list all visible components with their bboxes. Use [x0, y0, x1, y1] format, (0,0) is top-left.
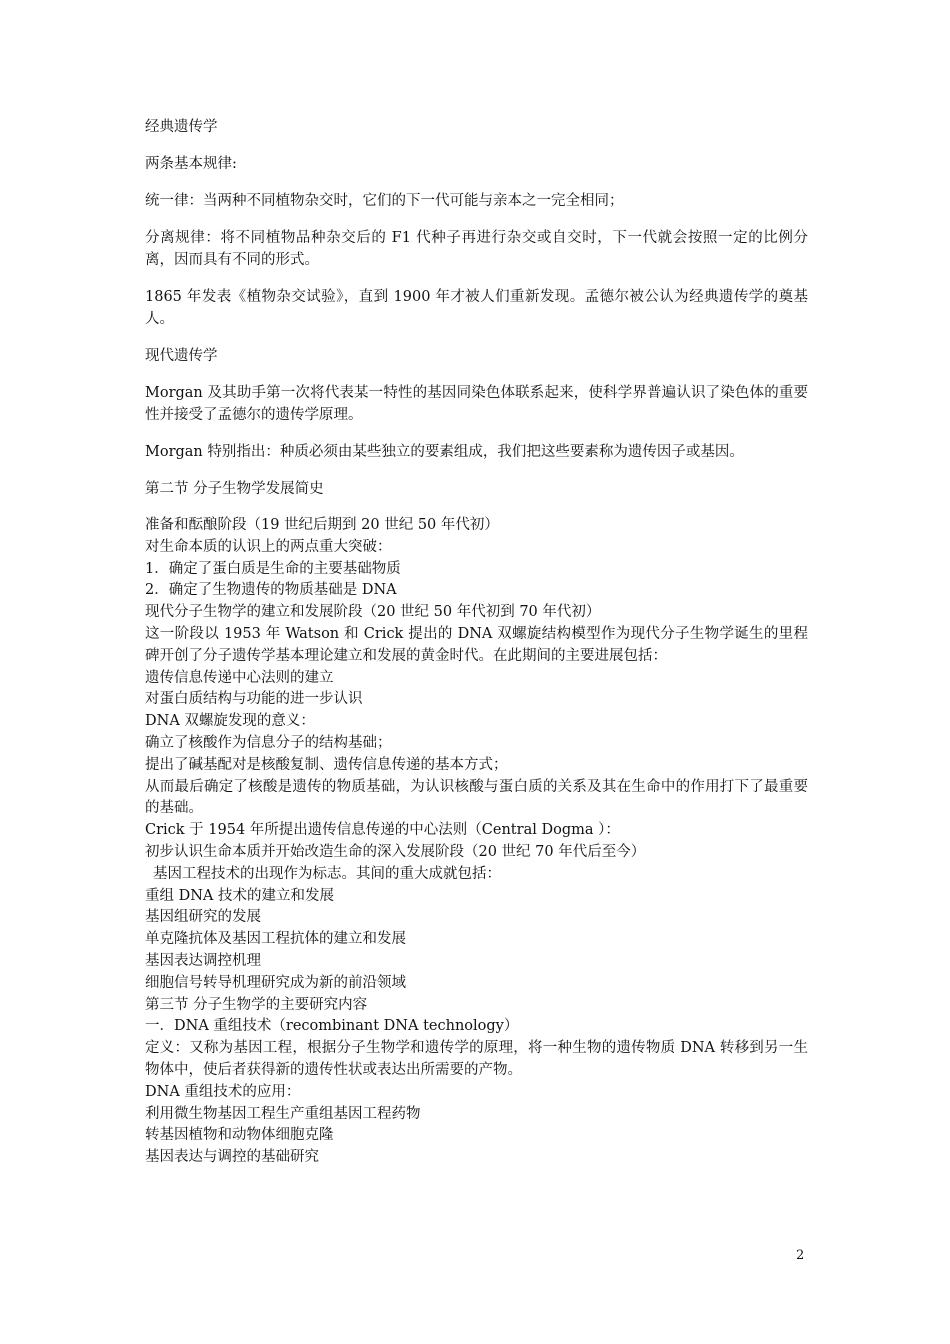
text-line: 确立了核酸作为信息分子的结构基础； [145, 734, 392, 751]
subsection-heading: 一．DNA 重组技术（recombinant DNA technology） [145, 1018, 519, 1035]
text-line: 定义：又称为基因工程，根据分子生物学和遗传学的原理，将一种生物的遗传物质 DNA 转移到另一生物体中，使后者获得新的遗传性状或表达出所需要的产物。 [145, 1040, 808, 1078]
text-line: 这一阶段以 1953 年 Watson 和 Crick 提出的 DNA 双螺旋结构模型作为现代分子生物学诞生的里程碑开创了分子遗传学基本理论建立和发展的黄金时代。在此期间的主要进展包括： [145, 625, 808, 664]
text-line: 对蛋白质结构与功能的进一步认识 [145, 691, 363, 708]
text-line: 提出了碱基配对是核酸复制、遗传信息传递的基本方式； [145, 756, 508, 773]
text-line: 现代分子生物学的建立和发展阶段（20 世纪 50 年代初到 70 年代初） [145, 604, 601, 621]
paragraph: Morgan 及其助手第一次将代表某一特性的基因同染色体联系起来，使科学界普遍认识了染色体的重要性并接受了孟德尔的遗传学原理。 [145, 385, 808, 423]
text-line: 初步认识生命本质并开始改造生命的深入发展阶段（20 世纪 70 年代后至今） [145, 843, 646, 860]
paragraph: 统一律：当两种不同植物杂交时，它们的下一代可能与亲本之一完全相同； [145, 193, 624, 209]
text-line: 遗传信息传递中心法则的建立 [145, 669, 334, 686]
document-body [145, 116, 808, 1169]
text-line: 基因表达调控机理 [145, 952, 261, 969]
text-line: 转基因植物和动物体细胞克隆 [145, 1127, 334, 1144]
dense-text-block [145, 515, 808, 1169]
text-line: 单克隆抗体及基因工程抗体的建立和发展 [145, 931, 406, 948]
list-item: 2．确定了生物遗传的物质基础是 DNA [145, 582, 397, 599]
text-line: 基因表达与调控的基础研究 [145, 1149, 319, 1166]
text-line: 基因组研究的发展 [145, 909, 261, 926]
list-item: 1．确定了蛋白质是生命的主要基础物质 [145, 560, 401, 577]
section-heading: 现代遗传学 [145, 348, 218, 364]
text-line: DNA 重组技术的应用： [145, 1083, 301, 1100]
text-line: Crick 于 1954 年所提出遗传信息传递的中心法则（Central Dogma ）： [145, 822, 620, 839]
text-line: 利用微生物基因工程生产重组基因工程药物 [145, 1105, 421, 1122]
text-line: 准备和酝酿阶段（19 世纪后期到 20 世纪 50 年代初） [145, 517, 499, 533]
text-line: 重组 DNA 技术的建立和发展 [145, 887, 335, 904]
text-line: 对生命本质的认识上的两点重大突破： [145, 538, 392, 555]
text-line: 从而最后确定了核酸是遗传的物质基础，为认识核酸与蛋白质的关系及其在生命中的作用打下了最重要的基础。 [145, 778, 808, 817]
paragraph: Morgan 特别指出：种质必须由某些独立的要素组成，我们把这些要素称为遗传因子或基因。 [145, 444, 744, 460]
text-line: 细胞信号转导机理研究成为新的前沿领域 [145, 974, 406, 991]
section-heading: 第三节 分子生物学的主要研究内容 [145, 996, 368, 1013]
paragraph: 两条基本规律: [145, 156, 237, 172]
text-line: DNA 双螺旋发现的意义： [145, 713, 315, 730]
section-heading: 经典遗传学 [145, 119, 218, 135]
paragraph: 1865 年发表《植物杂交试验》，直到 1900 年才被人们重新发现。孟德尔被公认为经典遗传学的奠基人。 [145, 289, 808, 327]
paragraph: 分离规律：将不同植物品种杂交后的 F1 代种子再进行杂交或自交时，下一代就会按照一定的比例分离，因而具有不同的形式。 [145, 230, 808, 268]
section-heading: 第二节 分子生物学发展简史 [145, 481, 324, 497]
page-number: 2 [796, 1248, 805, 1263]
text-line: 基因工程技术的出现作为标志。其间的重大成就包括： [153, 865, 501, 882]
